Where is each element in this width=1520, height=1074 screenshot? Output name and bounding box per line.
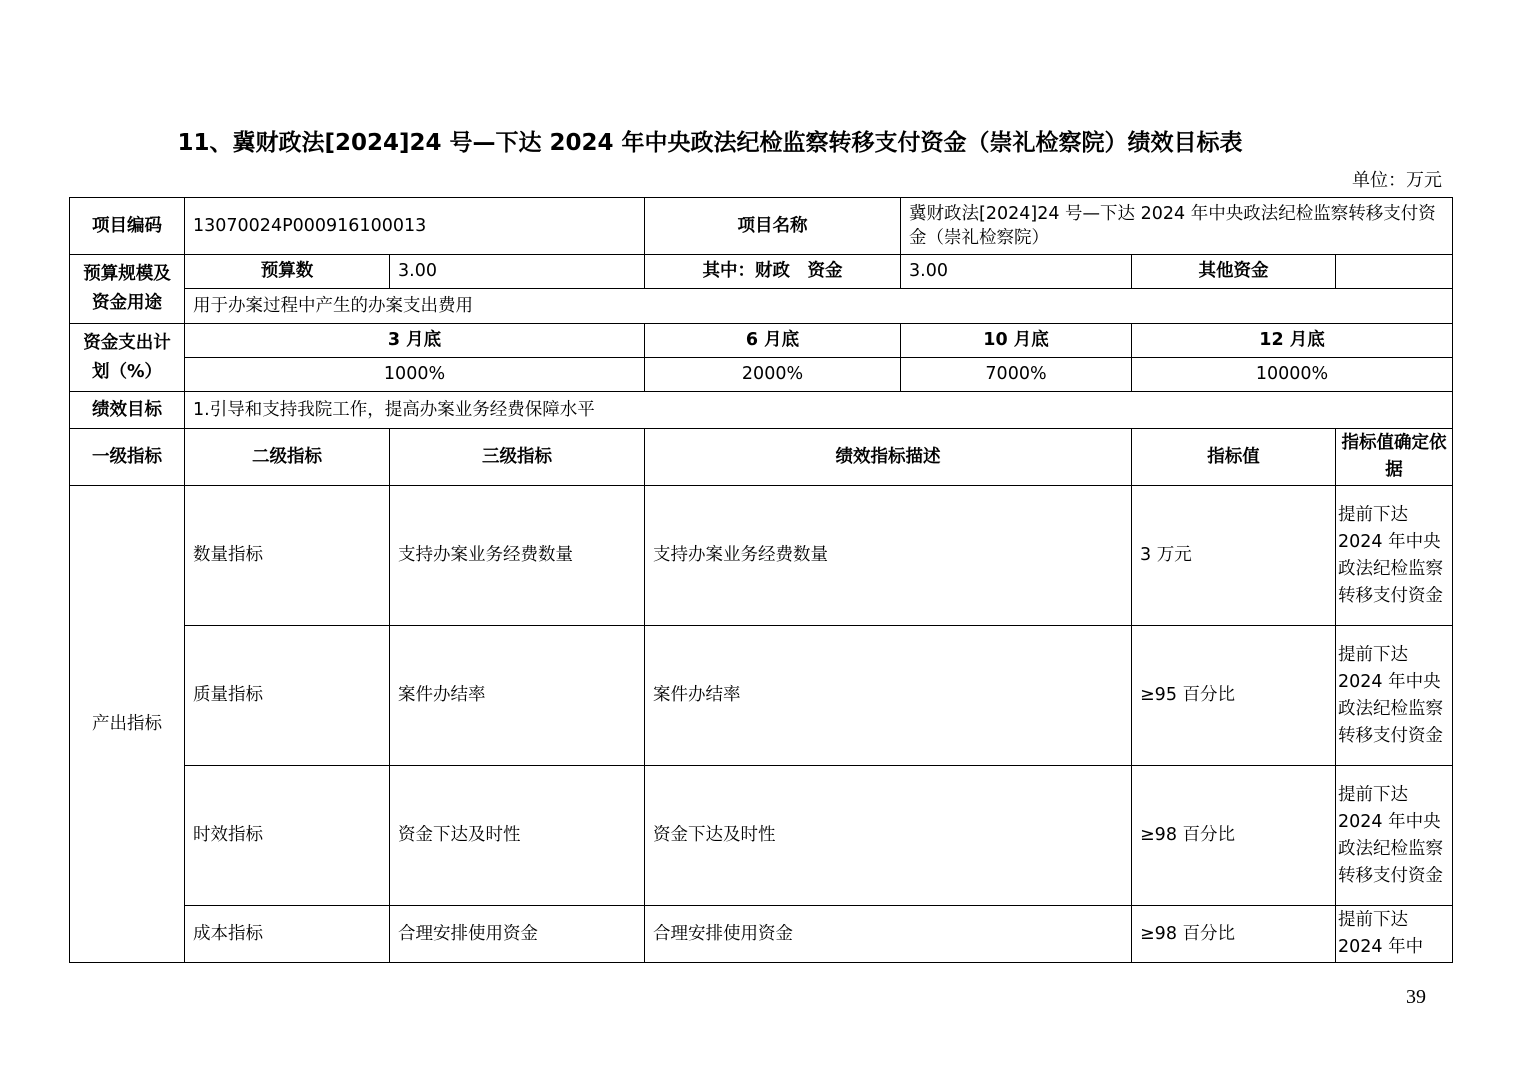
level2-indicator: 时效指标 <box>185 766 390 906</box>
budget-amount-value: 3.00 <box>390 255 645 289</box>
header-basis: 指标值确定依据 <box>1336 429 1453 486</box>
project-code-value: 13070024P000916100013 <box>185 198 645 255</box>
project-name-value: 冀财政法[2024]24 号—下达 2024 年中央政法纪检监察转移支付资金（崇礼检察院） <box>901 198 1453 255</box>
other-fund-label: 其他资金 <box>1132 255 1336 289</box>
project-row <box>70 198 1453 255</box>
plan-label: 资金支出计划（%） <box>70 324 185 392</box>
fiscal-fund-label: 其中：财政 资金 <box>645 255 901 289</box>
level3-indicator: 案件办结率 <box>390 626 645 766</box>
indicator-description: 合理安排使用资金 <box>645 906 1132 963</box>
indicator-value: ≥98 百分比 <box>1132 906 1336 963</box>
project-name-label: 项目名称 <box>645 198 901 255</box>
plan-value-jun: 2000% <box>645 358 901 392</box>
goal-label: 绩效目标 <box>70 392 185 429</box>
page-number: 39 <box>1406 986 1426 1008</box>
header-level3: 三级指标 <box>390 429 645 486</box>
page-title: 11、冀财政法[2024]24 号—下达 2024 年中央政法纪检监察转移支付资金（崇礼检察院）绩效目标表 <box>177 130 1243 156</box>
budget-usage-row <box>70 289 1453 324</box>
plan-value-mar: 1000% <box>185 358 645 392</box>
plan-period-mar: 3 月底 <box>185 324 645 358</box>
level3-indicator: 支持办案业务经费数量 <box>390 486 645 626</box>
plan-period-jun: 6 月底 <box>645 324 901 358</box>
level2-indicator: 质量指标 <box>185 626 390 766</box>
goal-text: 1.引导和支持我院工作，提高办案业务经费保障水平 <box>185 392 1453 429</box>
indicator-value: 3 万元 <box>1132 486 1336 626</box>
level3-indicator: 资金下达及时性 <box>390 766 645 906</box>
level3-indicator: 合理安排使用资金 <box>390 906 645 963</box>
unit-label: 单位：万元 <box>1352 170 1442 191</box>
indicator-basis: 提前下达 2024 年中央政法纪检监察转移支付资金 <box>1336 486 1453 626</box>
indicator-value: ≥95 百分比 <box>1132 626 1336 766</box>
plan-value-oct: 7000% <box>901 358 1132 392</box>
fiscal-fund-value: 3.00 <box>901 255 1132 289</box>
budget-amount-label: 预算数 <box>185 255 390 289</box>
header-level1: 一级指标 <box>70 429 185 486</box>
plan-periods-row <box>70 324 1453 358</box>
level1-indicator: 产出指标 <box>70 486 185 963</box>
budget-label: 预算规模及资金用途 <box>70 255 185 324</box>
indicator-basis: 提前下达 2024 年中央政法纪检监察转移支付资金 <box>1336 626 1453 766</box>
project-code-label: 项目编码 <box>70 198 185 255</box>
indicator-header-row <box>70 429 1453 486</box>
indicator-basis: 提前下达 2024 年中央政法纪检监察转移支付资金 <box>1336 766 1453 906</box>
level2-indicator: 成本指标 <box>185 906 390 963</box>
plan-value-dec: 10000% <box>1132 358 1453 392</box>
plan-values-row <box>70 358 1453 392</box>
indicator-row <box>70 486 1453 626</box>
header-level2: 二级指标 <box>185 429 390 486</box>
goal-row <box>70 392 1453 429</box>
indicator-basis: 提前下达 2024 年中 <box>1336 906 1453 963</box>
indicator-description: 案件办结率 <box>645 626 1132 766</box>
indicator-description: 资金下达及时性 <box>645 766 1132 906</box>
indicator-row <box>70 626 1453 766</box>
level2-indicator: 数量指标 <box>185 486 390 626</box>
budget-usage: 用于办案过程中产生的办案支出费用 <box>185 289 1453 324</box>
other-fund-value <box>1336 255 1453 289</box>
indicator-value: ≥98 百分比 <box>1132 766 1336 906</box>
indicator-row <box>70 766 1453 906</box>
header-value: 指标值 <box>1132 429 1336 486</box>
performance-table <box>69 197 1453 963</box>
indicator-row <box>70 906 1453 963</box>
indicator-description: 支持办案业务经费数量 <box>645 486 1132 626</box>
budget-row <box>70 255 1453 289</box>
plan-period-oct: 10 月底 <box>901 324 1132 358</box>
plan-period-dec: 12 月底 <box>1132 324 1453 358</box>
header-description: 绩效指标描述 <box>645 429 1132 486</box>
